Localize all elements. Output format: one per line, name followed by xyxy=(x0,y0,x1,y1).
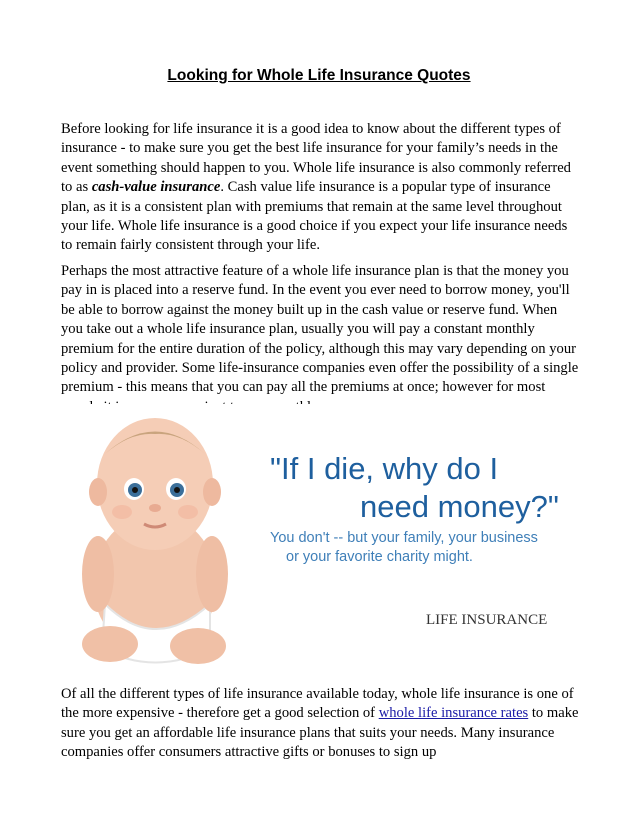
paragraph-text: Before looking for life insurance it is a good idea to know about the different types of insurance - to make sure you get the best life insurance for your family’s needs in the event something should happen to you. Whole life insurance is also commonly referred to as xyxy=(61,121,571,196)
baby-illustration xyxy=(82,418,228,664)
paragraph-text: to make sure you get an affordable life insurance plans that suits your needs. Many insurance companies offer consumers attractive gifts or bonuses to sign up xyxy=(61,705,579,761)
ad-brand: LIFE INSURANCE xyxy=(426,612,548,628)
ad-quote-line-2: need money?" xyxy=(360,489,559,524)
whole-life-insurance-rates-link[interactable]: whole life insurance rates xyxy=(378,705,529,722)
paragraph-intro xyxy=(61,120,581,256)
life-insurance-ad-image xyxy=(60,404,580,676)
emphasized-term: cash-value insurance xyxy=(91,179,221,196)
paragraph-text: Of all the different types of life insurance available today, whole life insurance is one of the more expensive - therefore get a good selection of xyxy=(61,686,574,722)
paragraph-reserve-fund: Perhaps the most attractive feature of a whole life insurance plan is that the money you pay in is placed into a reserve fund. In the event you ever need to borrow money, you'll be able to borrow against the money built up in the cash value or reserve fund. When you take out a whole life insurance plan, usually you will pay a constant monthly premium for the entire duration of the policy, although this may vary depending on your policy and provider. Some life-insurance companies even offer the possibility of a single premium - this means that you can pay all the premiums at once; however for most xyxy=(61,263,579,396)
page-title: Looking for Whole Life Insurance Quotes xyxy=(167,67,471,84)
ad-quote-line-1: "If I die, why do I xyxy=(270,451,499,486)
ad-sub-line-2: or your favorite charity might. xyxy=(286,549,473,565)
paragraph-text: . Cash value life insurance is a popular type of insurance plan, as it is a consistent plan with premiums that remain at the same level throughout your life. Whole life insurance is a good choice if you expect your life insurance needs to remain fairly consistent through your life. xyxy=(61,179,568,254)
ad-sub-line-1: You don't -- but your family, your business xyxy=(270,530,538,546)
paragraph-cost xyxy=(61,685,581,763)
